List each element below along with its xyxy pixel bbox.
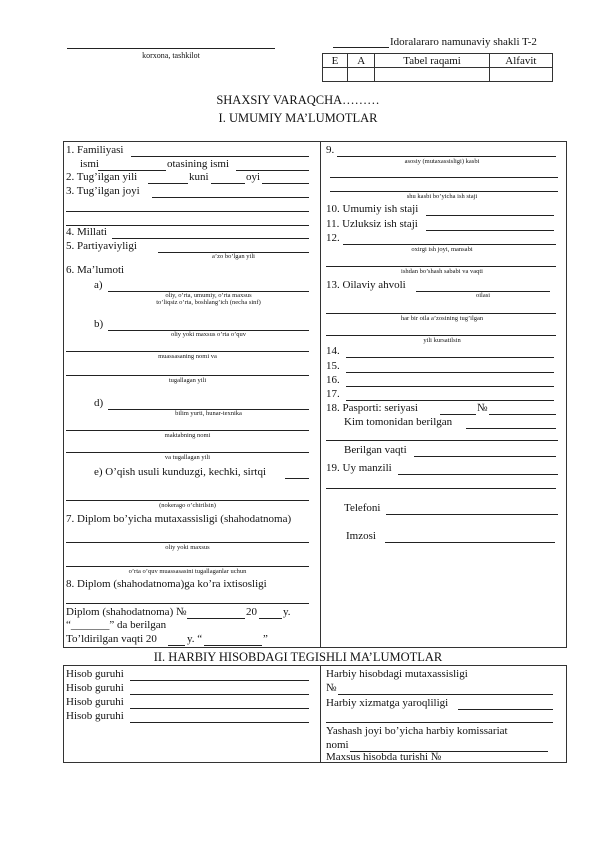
otasining-ismi-label: otasining ismi [167,158,230,170]
form-title-line [333,47,389,48]
hisob-guruhi-2: Hisob guruhi [66,682,124,694]
code-tabel-cell[interactable] [375,68,489,82]
diplom-ixt-label: 8. Diplom (shahodatnoma)ga ko’ra ixtisosligi [66,578,267,590]
item14-field[interactable] [346,357,554,358]
item12-label: 12. [326,232,340,244]
berilgan-label: “_______” da berilgan [66,619,167,631]
tugilgan-joyi-field2[interactable] [66,211,309,212]
item13-field3[interactable] [326,335,556,336]
passport-vaqt-label: Berilgan vaqti [344,444,407,456]
item13-caption3: yili kursatilsin [423,337,461,344]
diplom-mutax-label: 7. Diplom bo’yicha mutaxassisligi (shahodatnoma) [66,513,292,525]
item17-label: 17. [326,388,340,400]
toldirilgan-end: ” [263,633,268,645]
diplom-no-label: Diplom (shahodatnoma) № [66,606,187,618]
item12-field[interactable] [343,244,556,245]
diplom-20-label: 20 [246,606,257,618]
malumoti-d-caption2: maktabning nomi [164,432,211,439]
item13-caption2: har bir oila a’zosining tug’ilgan [400,315,484,322]
code-a-cell[interactable] [348,68,375,82]
diplom-mutax-caption2: o’rta o’quv muassasasini tugallaganlar uchun [128,568,247,575]
hisob-guruhi-2-field[interactable] [130,694,309,695]
code-a: A [348,54,375,68]
diplom-y-label: y. [283,606,291,618]
code-alfavit-cell[interactable] [489,68,552,82]
hisob-guruhi-4-field[interactable] [130,722,309,723]
code-alfavit: Alfavit [489,54,552,68]
item13-field2[interactable] [326,313,556,314]
tugilgan-joyi-field[interactable] [152,197,309,198]
item9-caption: asosiy (mutaxassisligi) kasbi [404,158,480,165]
passport-kim-label: Kim tomonidan berilgan [344,416,453,428]
malumoti-d-field3[interactable] [66,452,309,453]
passport-vaqt-field[interactable] [414,456,556,457]
harbiy-yaroq-label: Harbiy xizmatga yaroqliligi [326,697,449,709]
hisob-guruhi-1: Hisob guruhi [66,668,124,680]
malumoti-b-field3[interactable] [66,375,309,376]
section2-title: II. HARBIY HISOBDAGI TEGISHLI MA’LUMOTLAR [153,650,443,664]
oqish-usuli-field[interactable] [285,478,309,479]
ismi-label: ismi [80,158,99,170]
item17-field[interactable] [346,400,554,401]
item12-field2[interactable] [326,266,556,267]
toldirilgan-date-field[interactable] [204,645,262,646]
harbiy-blank-field[interactable] [326,722,553,723]
kuni-field[interactable] [211,183,245,184]
harbiy-no-field[interactable] [338,694,553,695]
org-caption: korxona, tashkilot [142,51,200,60]
section1-title: I. UMUMIY MA’LUMOTLAR [218,111,378,125]
doc-title: SHAXSIY VARAQCHA……… [216,93,380,107]
millati-field[interactable] [112,238,309,239]
telefoni-field[interactable] [386,514,558,515]
passport-kim-field[interactable] [466,428,556,429]
form-title: Idoralararo namunaviy shakli T-2 [390,36,537,48]
malumoti-b-caption1: oliy yoki maxsus o’rta o’quv [170,331,247,338]
malumoti-d-caption1: bilim yurti, hunar-texnika [175,410,242,417]
passport-no-field[interactable] [489,414,556,415]
code-tabel: Tabel raqami [375,54,489,68]
address-label: 19. Uy manzili [326,462,392,474]
hisob-guruhi-3-field[interactable] [130,708,309,709]
toldirilgan-year-field[interactable] [168,645,185,646]
tugilgan-joyi-label: 3. Tug’ilgan joyi [66,185,140,197]
item9-caption2: shu kasbi bo’yicha ish staji [406,193,478,200]
item15-label: 15. [326,360,340,372]
item11-field[interactable] [426,230,554,231]
passport-kim-field2[interactable] [326,440,558,441]
diplom-ixt-field[interactable] [66,603,309,604]
item13-caption: oilasi [475,292,491,299]
maxsus-hisob-label: Maxsus hisobda turishi № [326,751,442,763]
address-field[interactable] [398,474,558,475]
partiyaviyligi-label: 5. Partiyaviyligi [66,240,137,252]
item13-label: 13. Oilaviy ahvoli [326,279,406,291]
diplom-year-field[interactable] [259,618,282,619]
harbiy-no-label: № [326,682,337,694]
oyi-field[interactable] [262,183,309,184]
malumoti-b-label: b) [94,318,104,330]
malumoti-d-label: d) [94,397,104,409]
hisob-guruhi-4: Hisob guruhi [66,710,124,722]
tugilgan-yili-label: 2. Tug’ilgan yili [66,171,138,183]
section1-divider [320,141,321,648]
familiyasi-field[interactable] [131,156,309,157]
item12-caption2: ishdan bo’shash sababi va vaqti [401,268,483,275]
section2-divider [320,665,321,763]
oyi-label: oyi [246,171,261,183]
oqish-usuli-label: e) O’qish usuli kunduzgi, kechki, sirtqi [94,466,267,478]
item9-field3[interactable] [330,191,558,192]
item9-field2[interactable] [330,177,558,178]
passport-no-label: № [477,402,488,414]
item12-caption: oxirgi ish joyi, mansabi [411,246,473,253]
item10-field[interactable] [426,215,554,216]
diplom-mutax-field2[interactable] [66,566,309,567]
item14-label: 14. [326,345,340,357]
kuni-label: kuni [189,171,209,183]
tugilgan-yili-field[interactable] [148,183,188,184]
harbiy-mutax-label: Harbiy hisobdagi mutaxassisligi [326,668,468,680]
familiyasi-label: 1. Familiyasi [66,144,124,156]
oqish-usuli-field2[interactable] [66,500,309,501]
item16-label: 16. [326,374,340,386]
code-e-cell[interactable] [323,68,348,82]
malumoti-b-field2[interactable] [66,351,309,352]
passport-seriya-field[interactable] [440,414,476,415]
malumoti-b-caption2: muassasaning nomi va [158,353,217,360]
millati-label: 4. Millati [66,226,107,238]
malumoti-a-caption2: to’liqsiz o’rta, boshlang’ich (necha sinf) [156,299,261,306]
malumoti-label: 6. Ma’lumoti [66,264,125,276]
code-e: E [323,54,348,68]
code-table [322,53,553,82]
komissariat-label: Yashash joyi bo’yicha harbiy komissariat [326,725,508,737]
hisob-guruhi-1-field[interactable] [130,680,309,681]
komissariat-nomi-label: nomi [326,739,349,751]
diplom-no-field[interactable] [187,618,245,619]
telefoni-label: Telefoni [344,502,381,514]
malumoti-d-field2[interactable] [66,430,309,431]
azo-caption: a’zo bo’lgan yili [212,253,255,260]
malumoti-a-label: a) [94,279,103,291]
malumoti-a-caption1: oliy, o’rta, umumiy, o’rta maxsus [165,292,252,299]
diplom-mutax-caption1: oliy yoki maxsus [165,544,210,551]
harbiy-yaroq-field[interactable] [458,709,553,710]
malumoti-b-caption3: tugallagan yili [168,377,207,384]
item11-label: 11. Uzluksiz ish staji [326,218,418,230]
item16-field[interactable] [346,386,554,387]
toldirilgan-y-label: y. “ [187,633,203,645]
hisob-guruhi-3: Hisob guruhi [66,696,124,708]
item9-field[interactable] [337,156,556,157]
toldirilgan-label: To’ldirilgan vaqti 20 [66,633,157,645]
address-field2[interactable] [326,488,556,489]
passport-label: 18. Pasporti: seriyasi [326,402,418,414]
oqish-usuli-caption: (nokerago o’chirilsin) [159,502,216,509]
item15-field[interactable] [346,372,554,373]
item10-label: 10. Umumiy ish staji [326,203,419,215]
item9-label: 9. [326,144,335,156]
imzosi-field[interactable] [385,542,555,543]
diplom-mutax-field[interactable] [66,542,309,543]
imzosi-label: Imzosi [346,530,376,542]
org-line [67,48,275,49]
malumoti-d-caption3: va tugallagan yili [164,454,211,461]
